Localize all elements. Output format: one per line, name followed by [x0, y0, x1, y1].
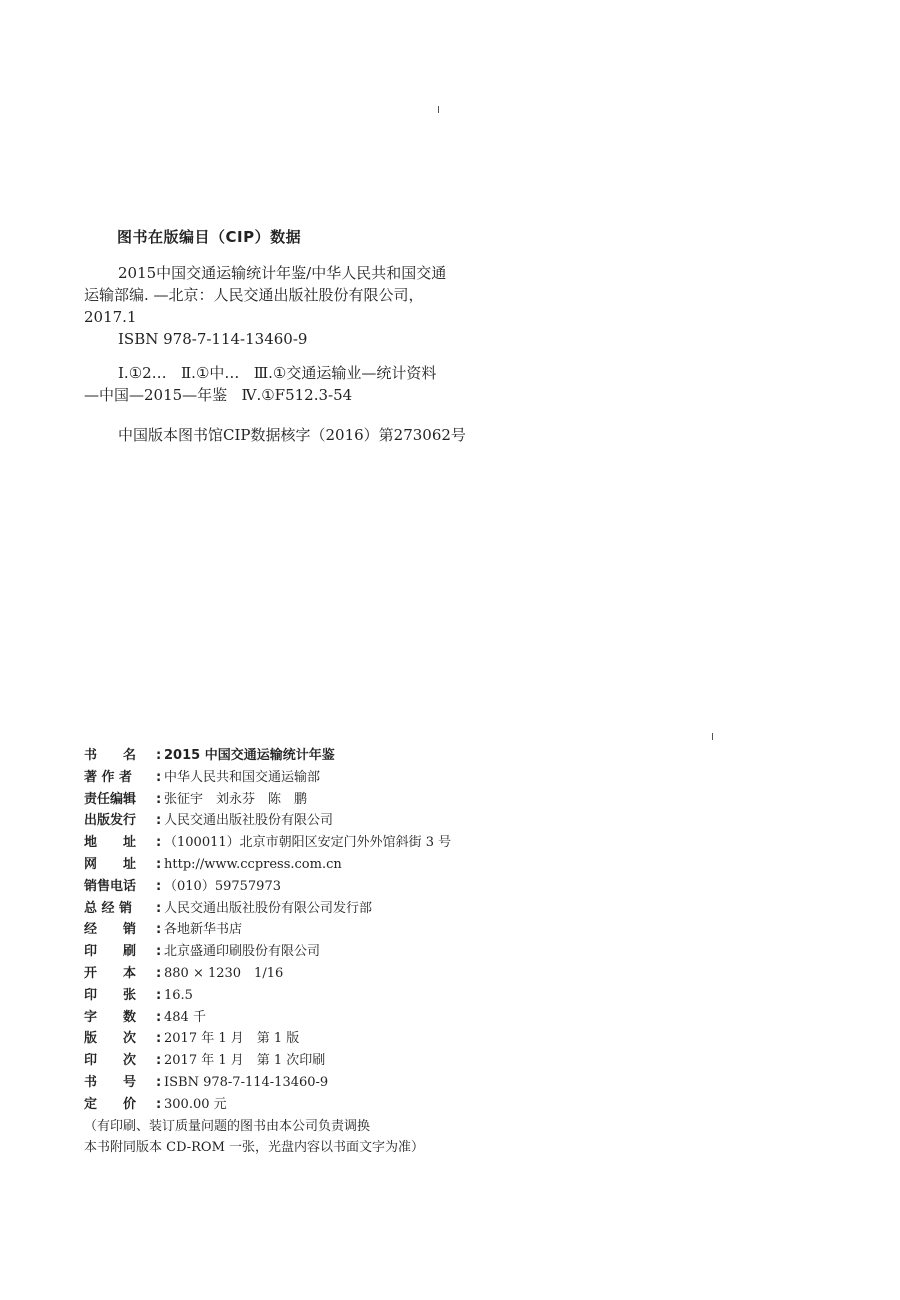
info-label: 出版发行 [84, 813, 137, 829]
info-colon: : [156, 987, 162, 1003]
info-value: （100011）北京市朝阳区安定门外外馆斜街 3 号 [164, 835, 452, 851]
info-colon: : [156, 878, 162, 894]
info-row [84, 985, 451, 1007]
info-colon: : [156, 900, 162, 916]
info-colon: : [156, 769, 162, 785]
info-row [84, 789, 451, 811]
info-colon: : [156, 856, 162, 872]
info-row [84, 1028, 451, 1050]
info-label: 地 址 [84, 835, 137, 851]
info-value: 人民交通出版社股份有限公司发行部 [164, 900, 373, 916]
info-label: 印 刷 [84, 944, 137, 960]
info-label: 销售电话 [84, 878, 137, 894]
info-value: 各地新华书店 [164, 922, 243, 938]
info-colon: : [156, 922, 162, 938]
info-row [84, 876, 451, 898]
info-value: 484 千 [164, 1009, 206, 1025]
info-row [84, 767, 451, 789]
info-colon: : [156, 1074, 162, 1090]
cip-number-line: 中国版本图书馆CIP数据核字（2016）第273062号 [118, 426, 466, 444]
info-label: 书 名 [84, 748, 137, 763]
info-label: 总 经 销 [84, 900, 133, 916]
publication-info [84, 745, 451, 1159]
info-colon: : [156, 835, 162, 851]
info-row [84, 963, 451, 985]
info-colon: : [156, 965, 162, 981]
info-row [84, 832, 451, 854]
info-label: 印 次 [84, 1053, 137, 1069]
info-label: 书 号 [84, 1074, 137, 1090]
cip-description-line: 2015中国交通运输统计年鉴/中华人民共和国交通 [118, 264, 447, 282]
cip-description [84, 262, 524, 350]
notice-line: 本书附同版本 CD-ROM 一张，光盘内容以书面文字为准） [84, 1140, 425, 1156]
info-value: 2017 年 1 月 第 1 版 [164, 1031, 300, 1047]
scan-speck [438, 106, 439, 113]
info-label: 字 数 [84, 1009, 137, 1025]
info-row [84, 919, 451, 941]
notice-line: （有印刷、装订质量问题的图书由本公司负责调换 [84, 1118, 371, 1134]
info-colon: : [156, 1009, 162, 1025]
info-value: 300.00 元 [164, 1096, 227, 1112]
cip-classification-line: —中国—2015—年鉴 Ⅳ.①F512.3-54 [84, 386, 353, 404]
info-value: 中华人民共和国交通运输部 [164, 769, 321, 785]
info-value: 880 × 1230 1/16 [164, 965, 284, 981]
info-row [84, 854, 451, 876]
info-value: 张征宇 刘永芬 陈 鹏 [164, 791, 308, 807]
info-colon: : [156, 748, 162, 763]
info-row [84, 898, 451, 920]
info-value: 人民交通出版社股份有限公司 [164, 813, 334, 829]
info-colon: : [156, 791, 162, 807]
info-label: 开 本 [84, 965, 137, 981]
cip-description-line: 运输部编. —北京：人民交通出版社股份有限公司， [84, 286, 424, 304]
info-row [84, 1050, 451, 1072]
info-label: 责任编辑 [84, 791, 137, 807]
info-colon: : [156, 813, 162, 829]
info-value: 北京盛通印刷股份有限公司 [164, 944, 321, 960]
info-value: 2017 年 1 月 第 1 次印刷 [164, 1053, 326, 1069]
info-label: 版 次 [84, 1031, 137, 1047]
info-value: ISBN 978-7-114-13460-9 [164, 1074, 329, 1090]
cip-classification-line: Ⅰ.①2… Ⅱ.①中… Ⅲ.①交通运输业—统计资料 [118, 364, 437, 382]
info-row [84, 810, 451, 832]
info-row [84, 941, 451, 963]
info-row [84, 1094, 451, 1116]
info-label: 著 作 者 [84, 769, 133, 785]
info-value: （010）59757973 [164, 878, 281, 894]
info-row [84, 745, 451, 767]
cip-description-line: 2017.1 [84, 308, 137, 326]
info-colon: : [156, 1096, 162, 1112]
info-label: 网 址 [84, 856, 137, 872]
info-value: 2015 中国交通运输统计年鉴 [164, 748, 335, 763]
info-colon: : [156, 1031, 162, 1047]
info-colon: : [156, 944, 162, 960]
cip-number [84, 424, 524, 446]
info-label: 定 价 [84, 1096, 137, 1112]
cip-heading: 图书在版编目（CIP）数据 [117, 228, 302, 246]
info-label: 经 销 [84, 922, 137, 938]
info-value: http://www.ccpress.com.cn [164, 856, 342, 872]
info-label: 印 张 [84, 987, 137, 1003]
info-colon: : [156, 1053, 162, 1069]
info-value: 16.5 [164, 987, 193, 1003]
scan-speck [712, 733, 713, 740]
info-row [84, 1072, 451, 1094]
info-row [84, 1007, 451, 1029]
cip-classification [84, 362, 524, 406]
cip-isbn-line: ISBN 978-7-114-13460-9 [118, 330, 308, 348]
